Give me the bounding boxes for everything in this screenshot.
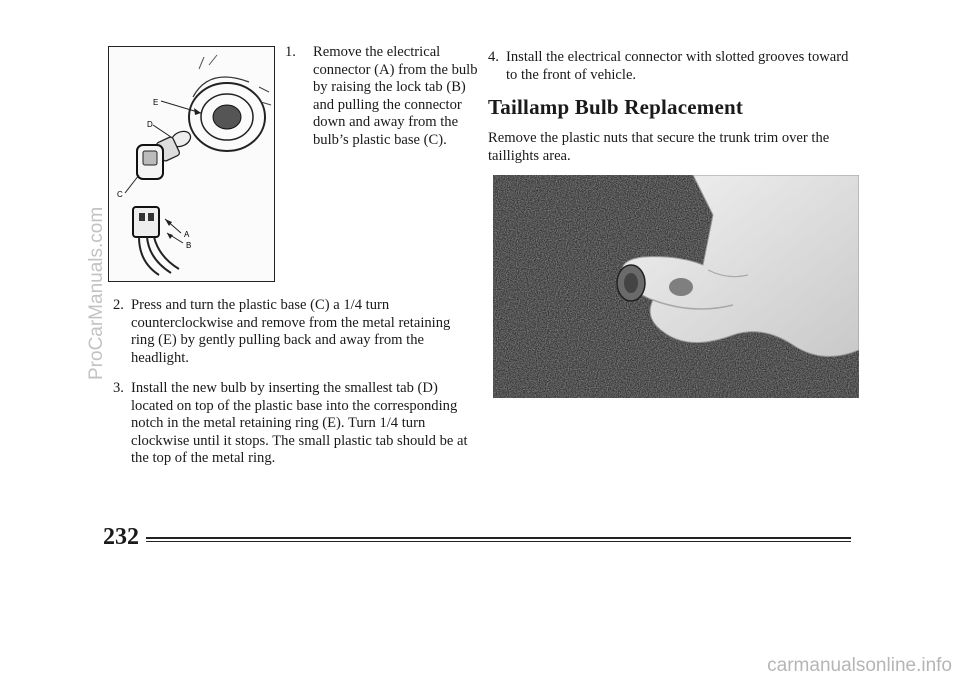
diagram-label-e: E [153, 98, 159, 107]
bulb-assembly-illustration [109, 47, 273, 280]
footer-rule [146, 537, 851, 539]
step-2-text: Press and turn the plastic base (C) a 1/4 turn counterclockwise and remove from the metal retaining ring (E) by gently pulling back and away from the headlight. [131, 297, 451, 366]
step-3 [113, 380, 483, 468]
section-intro: Remove the plastic nuts that secure the trunk trim over the taillights area. [488, 130, 830, 164]
page-number: 232 [103, 524, 139, 550]
step-4 [488, 49, 858, 84]
side-watermark: ProCarManuals.com [86, 206, 107, 380]
trunk-trim-photo [493, 175, 859, 398]
step-4-number: 4. [488, 49, 499, 65]
step-3-number: 3. [113, 380, 124, 396]
bottom-watermark: carmanualsonline.info [767, 655, 952, 676]
diagram-label-c: C [117, 190, 123, 199]
diagram-label-b: B [186, 241, 192, 250]
step-1 [285, 44, 480, 150]
step-4-text: Install the electrical connector with slotted grooves toward to the front of vehicle. [506, 49, 849, 83]
hand-removing-nut-illustration [493, 175, 859, 398]
footer-rule-thin [146, 541, 851, 542]
bulb-assembly-diagram [108, 46, 275, 282]
step-3-text: Install the new bulb by inserting the smallest tab (D) located on top of the plastic base into the corresponding notch in the metal retaining ring (E). Turn 1/4 turn clockwise until it stops. The small plastic tab should be at the top of the metal ring. [131, 380, 468, 467]
diagram-label-d: D [147, 120, 153, 129]
step-1-number: 1. [285, 44, 296, 60]
section-title: Taillamp Bulb Replacement [488, 95, 744, 119]
diagram-label-a: A [184, 230, 190, 239]
step-2 [113, 297, 473, 367]
step-2-number: 2. [113, 297, 124, 313]
step-1-text: Remove the electrical connector (A) from the bulb by raising the lock tab (B) and pulling the connector down and away from the bulb’s plastic base (C). [313, 44, 478, 148]
